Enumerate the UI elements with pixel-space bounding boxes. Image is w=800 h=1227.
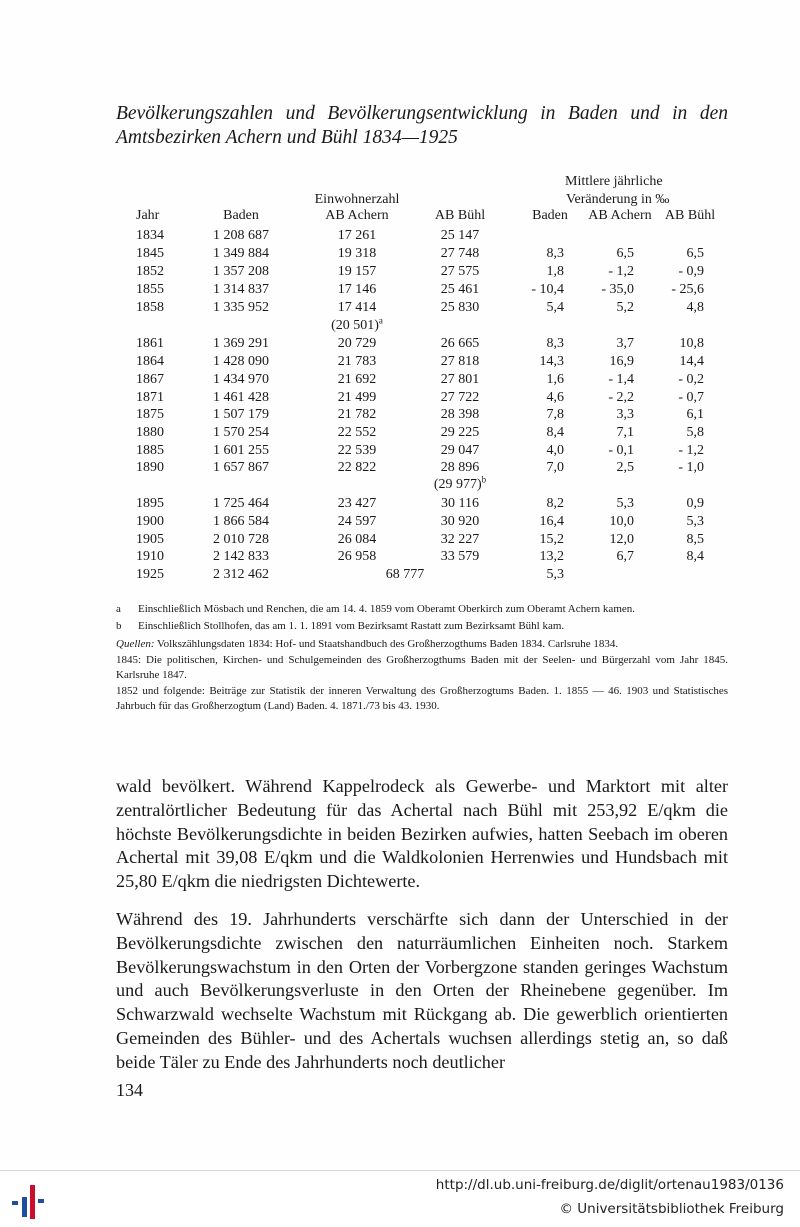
table-cell-vh: 6,5 [686, 246, 704, 261]
table-cell-vh: - 25,6 [671, 282, 704, 297]
table-cell-vb: 15,2 [539, 532, 564, 547]
table-cell-achern: 19 157 [337, 264, 377, 279]
table-cell-va: 5,3 [616, 496, 634, 511]
table-cell-vb: 13,2 [539, 549, 564, 564]
table-cell-baden: 1 335 952 [213, 300, 269, 315]
table-cell-baden: 1 349 884 [213, 246, 269, 261]
table-cell-buehl: 26 665 [440, 336, 480, 351]
table-cell-vb: 1,6 [546, 372, 564, 387]
table-cell-vh: 5,3 [686, 514, 704, 529]
table-cell-jahr: 1895 [136, 496, 164, 511]
table-cell-va: - 1,2 [608, 264, 634, 279]
table-cell-vh: - 1,0 [678, 460, 704, 475]
table-footnotes [116, 602, 728, 715]
table-cell-buehl: 25 147 [440, 228, 480, 243]
table-cell-vb: 16,4 [539, 514, 564, 529]
table-cell-va: 3,3 [616, 407, 634, 422]
table-title [116, 102, 728, 150]
table-cell-jahr: 1855 [136, 282, 164, 297]
table-cell-vb: 4,6 [546, 390, 564, 405]
table-cell-va: 7,1 [616, 425, 634, 440]
viewer-footer [0, 1170, 800, 1227]
table-cell-va: 16,9 [609, 354, 634, 369]
table-cell-baden: 1 657 867 [213, 460, 269, 475]
table-cell-achern: 20 729 [337, 336, 377, 351]
table-cell-baden: 1 725 464 [213, 496, 269, 511]
table-cell-vh: - 0,9 [678, 264, 704, 279]
table-cell-achern: 17 261 [337, 228, 377, 243]
table-cell-achern: 21 783 [337, 354, 377, 369]
table-cell-jahr: 1861 [136, 336, 164, 351]
sources [116, 637, 728, 715]
table-cell-va: - 35,0 [601, 282, 634, 297]
paragraph-2: Während des 19. Jahrhunderts verschärfte sich dann der Unterschied in der Bevölkerungsdichte zwischen den naturräumlichen Einheiten noch. Starkem Bevölkerungswachstum in den Orten der Vorbergzone standen geringes Wachstum und auch Bevölkerungsverluste in den Orten der Rheinebene gegenüber. Im Schwarzwald wechselte Wachstum mit Rückgang ab. Die gewerblich orientierten Gemeinden des Bühler- und des Achertals wuchsen allerdings stetig an, so daß beide Täler zu Ende des Jahrhunderts noch deutlicher [116, 908, 728, 1072]
table-cell-vh: 6,1 [686, 407, 704, 422]
table-cell-vh: 10,8 [679, 336, 704, 351]
table-cell-va: 12,0 [609, 532, 634, 547]
table-cell-achern: 24 597 [337, 514, 377, 529]
table-cell-baden: 1 866 584 [213, 514, 269, 529]
table-cell-vh: - 1,2 [678, 443, 704, 458]
table-cell-baden: 1 208 687 [213, 228, 269, 243]
table-cell-vb: 14,3 [539, 354, 564, 369]
table-cell-achern: 21 692 [337, 372, 377, 387]
table-cell-vh: 4,8 [686, 300, 704, 315]
sources-1834: Quellen: Volkszählungsdaten 1834: Hof- und Staatshandbuch des Großherzogthums Baden 1834. Carlsruhe 1834. [116, 638, 619, 650]
table-cell-vb: 8,4 [546, 425, 564, 440]
table-cell-baden: 1 601 255 [213, 443, 269, 458]
table-cell-jahr: 1867 [136, 372, 164, 387]
table-cell-vb: 7,0 [546, 460, 564, 475]
table-cell-jahr: 1871 [136, 390, 164, 405]
table-cell-vh: 0,9 [686, 496, 704, 511]
table-cell-buehl: 28 398 [440, 407, 480, 422]
page-number: 134 [116, 1080, 143, 1100]
table-cell-baden: 2 010 728 [213, 532, 269, 547]
table-cell-va: 10,0 [609, 514, 634, 529]
header-veraenderung-achern: AB Achern [588, 208, 652, 223]
body-text [116, 775, 728, 1075]
table-title-line-2: Amtsbezirken Achern und Bühl 1834—1925 [116, 127, 458, 148]
table-cell-buehl: 33 579 [440, 549, 480, 564]
sources-1845: 1845: Die politischen, Kirchen- und Schulgemeinden des Großherzogthums Baden mit der Seelen- und Bürgerzahl vom Jahr 1845. Karlsruhe 1847. [116, 653, 728, 681]
table-cell-achern: 17 414 [337, 300, 377, 315]
row-1925-achern-buehl-combined: 68 777 [385, 567, 425, 582]
table-cell-baden: 1 369 291 [213, 336, 269, 351]
table-cell-vh: 5,8 [686, 425, 704, 440]
table-cell-baden: 1 434 970 [213, 372, 269, 387]
header-veraenderung-promille: Veränderung in ‰ [566, 192, 670, 207]
header-veraenderung-baden: Baden [532, 208, 568, 223]
table-cell-jahr: 1900 [136, 514, 164, 529]
table-cell-va: 6,7 [616, 549, 634, 564]
table-cell-buehl: 30 920 [440, 514, 480, 529]
table-cell-vh: - 0,7 [678, 390, 704, 405]
footnote-b: b Einschließlich Stollhofen, das am 1. 1. 1891 vom Bezirksamt Rastatt zum Bezirksamt Bühl kam. [116, 619, 565, 632]
table-cell-buehl: 25 830 [440, 300, 480, 315]
header-ab-achern: AB Achern [325, 208, 389, 223]
table-cell-va: - 2,2 [608, 390, 634, 405]
paragraph-1: wald bevölkert. Während Kappelrodeck als Gewerbe- und Marktort mit alter zentralörtlicher Bedeutung für das Achertal nach Bühl mit 253,92 E/qkm die höchste Bevölkerungsdichte in beiden Bezirken aufwies, hatten Seebach im oberen Achertal mit 39,08 E/qkm und die Waldkolonien Herrenwies und Hundsbach mit 25,80 E/qkm die niedrigsten Dichtewerte. [116, 776, 728, 892]
table-cell-jahr: 1890 [136, 460, 164, 475]
source-url-link[interactable]: http://dl.ub.uni-freiburg.de/diglit/ortenau1983/0136 [435, 1177, 784, 1193]
table-cell-baden: 2 142 833 [213, 549, 269, 564]
table-cell-va: 3,7 [616, 336, 634, 351]
table-cell-va: - 0,1 [608, 443, 634, 458]
buehl-1890-adjusted: (29 977)$^b$ [433, 474, 487, 492]
table-cell-vb: 8,3 [546, 336, 564, 351]
table-cell-jahr: 1885 [136, 443, 164, 458]
table-cell-achern: 22 552 [337, 425, 377, 440]
table-cell-buehl: 25 461 [440, 282, 480, 297]
table-cell-va: 6,5 [616, 246, 634, 261]
table-title-line-1: Bevölkerungszahlen und Bevölkerungsentwicklung in Baden und in den [116, 103, 728, 124]
header-einwohnerzahl: Einwohnerzahl [314, 192, 400, 207]
row-1925-baden: 2 312 462 [213, 567, 269, 582]
table-cell-buehl: 27 575 [440, 264, 480, 279]
table-cell-vh: 8,5 [686, 532, 704, 547]
table-cell-buehl: 27 722 [440, 390, 480, 405]
table-cell-buehl: 27 801 [440, 372, 480, 387]
table-cell-jahr: 1910 [136, 549, 164, 564]
table-cell-achern: 21 782 [337, 407, 377, 422]
university-library-logo-icon [10, 1177, 50, 1223]
table-cell-buehl: 27 748 [440, 246, 480, 261]
table-cell-jahr: 1905 [136, 532, 164, 547]
table-cell-jahr: 1852 [136, 264, 164, 279]
table-cell-achern: 21 499 [337, 390, 377, 405]
header-baden: Baden [223, 208, 259, 223]
table-cell-achern: 26 958 [337, 549, 377, 564]
table-cell-buehl: 28 896 [440, 460, 480, 475]
row-1925-jahr: 1925 [136, 567, 164, 582]
table-cell-jahr: 1864 [136, 354, 164, 369]
table-cell-buehl: 32 227 [440, 532, 480, 547]
achern-1858-adjusted: (20 501)$^a$ [331, 315, 383, 333]
table-cell-vb: 4,0 [546, 443, 564, 458]
header-mittlere-jaehrliche: Mittlere jährliche [565, 174, 663, 189]
table-cell-achern: 19 318 [337, 246, 377, 261]
table-cell-buehl: 29 225 [440, 425, 480, 440]
table-cell-vb: 8,2 [546, 496, 564, 511]
table-cell-baden: 1 461 428 [213, 390, 269, 405]
table-cell-achern: 26 084 [337, 532, 377, 547]
table-cell-achern: 22 539 [337, 443, 377, 458]
sources-1852: 1852 und folgende: Beiträge zur Statistik der inneren Verwaltung des Großherzogtums Baden. 1. 1855 — 46. 1903 und Statistisches Jahrbuch für das Großherzogtum (Land) Baden. 4. 1871./73 bis 43. 1930. [116, 684, 728, 712]
table-cell-buehl: 30 116 [441, 496, 479, 511]
table-cell-jahr: 1845 [136, 246, 164, 261]
table-cell-baden: 1 570 254 [213, 425, 269, 440]
table-cell-vb: - 10,4 [531, 282, 564, 297]
table-cell-buehl: 29 047 [440, 443, 480, 458]
table-cell-jahr: 1834 [136, 228, 164, 243]
table-cell-jahr: 1858 [136, 300, 164, 315]
table-cell-baden: 1 507 179 [213, 407, 269, 422]
table-cell-buehl: 27 818 [440, 354, 480, 369]
table-cell-vh: 14,4 [679, 354, 704, 369]
table-cell-achern: 22 822 [337, 460, 377, 475]
table-cell-vb: 1,8 [546, 264, 564, 279]
table-cell-achern: 23 427 [337, 496, 377, 511]
table-cell-achern: 17 146 [337, 282, 377, 297]
table-cell-baden: 1 314 837 [213, 282, 269, 297]
table-cell-vb: 8,3 [546, 246, 564, 261]
row-1925-veraenderung-baden: 5,3 [546, 567, 564, 582]
table-cell-va: 2,5 [616, 460, 634, 475]
table-cell-vh: 8,4 [686, 549, 704, 564]
table-cell-baden: 1 428 090 [213, 354, 269, 369]
table-cell-baden: 1 357 208 [213, 264, 269, 279]
footnote-a: a Einschließlich Mösbach und Renchen, die am 14. 4. 1859 vom Oberamt Oberkirch zum Oberamt Achern kamen. [116, 603, 636, 615]
header-veraenderung-buehl: AB Bühl [664, 208, 716, 223]
table-cell-jahr: 1875 [136, 407, 164, 422]
copyright-notice: © Universitätsbibliothek Freiburg [559, 1201, 784, 1217]
table-cell-vb: 7,8 [546, 407, 564, 422]
table-cell-vb: 5,4 [546, 300, 564, 315]
header-jahr: Jahr [136, 208, 160, 223]
table-cell-jahr: 1880 [136, 425, 164, 440]
table-cell-va: 5,2 [616, 300, 634, 315]
table-cell-va: - 1,4 [608, 372, 634, 387]
header-ab-buehl: AB Bühl [434, 208, 486, 223]
table-cell-vh: - 0,2 [678, 372, 704, 387]
